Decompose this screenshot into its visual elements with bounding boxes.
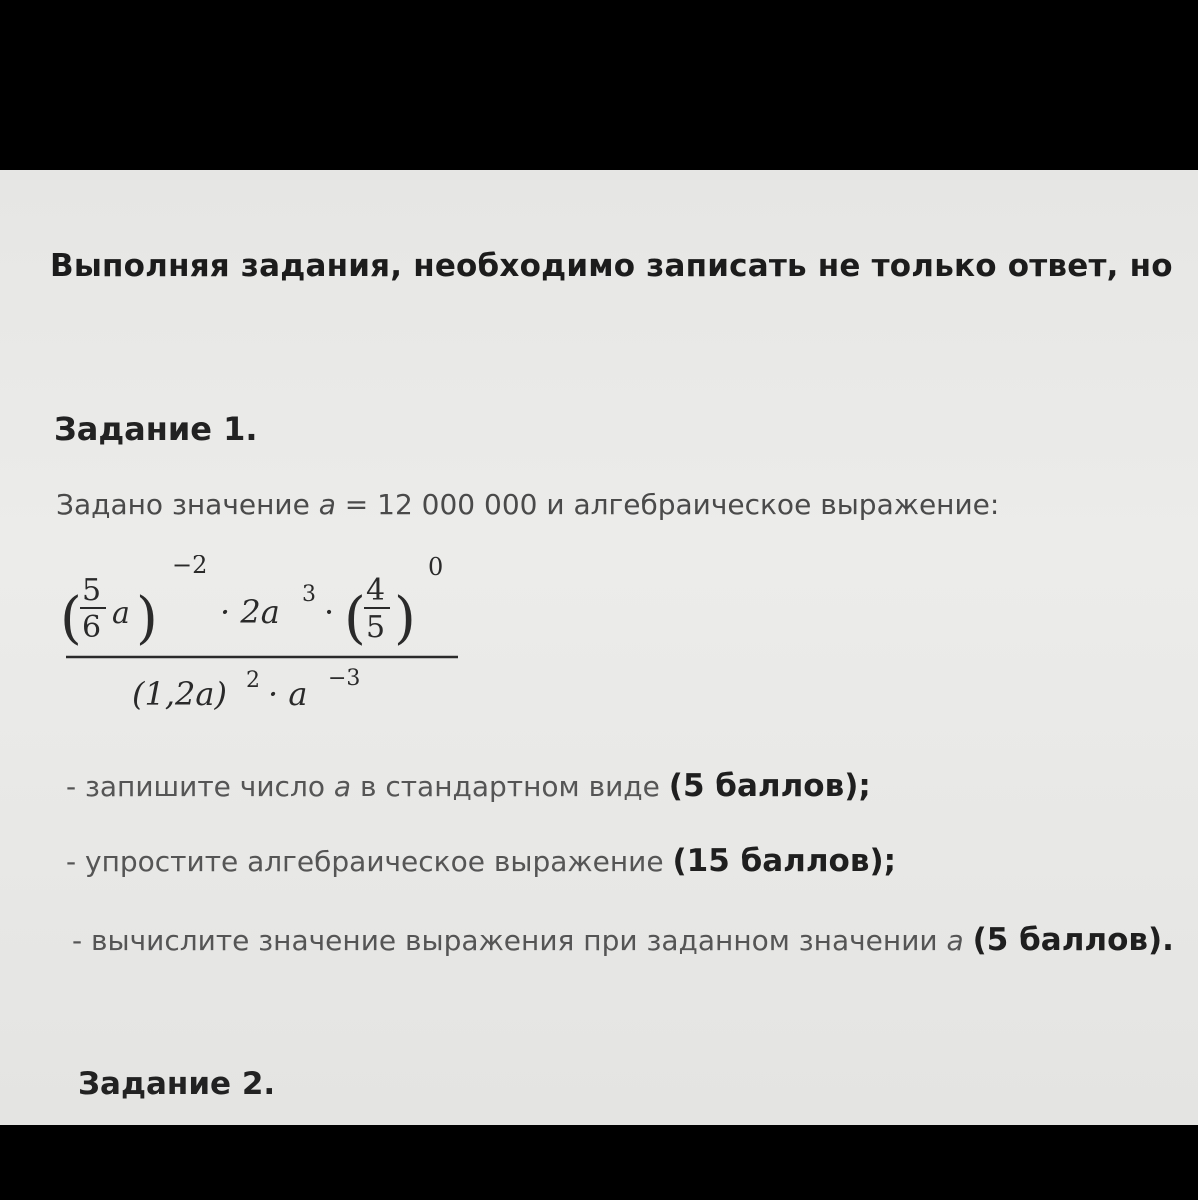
den-exp-2: 2: [246, 668, 260, 693]
exp-minus-2: −2: [172, 555, 208, 579]
item-2-points: (15 баллов);: [672, 843, 897, 879]
paren-close-1: ): [136, 586, 158, 651]
num-dot: ·: [324, 593, 335, 631]
num-middle-term: · 2a: [220, 593, 280, 631]
task-1-item-1: [66, 768, 871, 804]
item-3-text: - вычислите значение выражения при заданном значении: [72, 924, 947, 957]
item-3-var: a: [946, 924, 964, 957]
num-var-a: a: [112, 596, 130, 631]
paren-open-1: (: [60, 586, 82, 651]
frac1-bottom: 6: [82, 610, 102, 645]
paren-close-2: ): [394, 586, 416, 651]
item-1-var: a: [333, 770, 352, 803]
den-main: (1,2a): [132, 675, 227, 713]
task-1-item-2: [66, 843, 896, 879]
given-variable: a: [318, 488, 336, 521]
item-1-text-after: в стандартном виде: [351, 770, 669, 803]
frac2-bottom: 5: [366, 610, 386, 645]
task-1-given: [56, 488, 999, 521]
task-1-item-3: [72, 922, 1174, 958]
exp-0: 0: [428, 555, 444, 581]
den-middle-term: · a: [268, 675, 308, 713]
item-3-points: (5 баллов).: [972, 922, 1174, 958]
item-1-points: (5 баллов);: [668, 768, 871, 804]
given-prefix: Задано значение: [56, 488, 319, 521]
exp-3: 3: [302, 582, 316, 607]
item-3-text-after: [964, 924, 973, 957]
item-1-text: - запишите число: [66, 770, 334, 803]
task-2-title: Задание 2.: [78, 1066, 276, 1102]
item-2-text: - упростите алгебраическое выражение: [66, 845, 673, 878]
algebraic-expression: [60, 555, 480, 730]
task-1-title: Задание 1.: [54, 410, 258, 448]
screen: [0, 170, 1198, 1125]
given-value: = 12 000 000 и алгебраическое выражение:: [335, 488, 1000, 521]
paren-open-2: (: [344, 586, 366, 651]
intro-text: Выполняя задания, необходимо записать не только ответ, но: [50, 248, 1173, 284]
frac2-top: 4: [366, 573, 386, 608]
frac1-top: 5: [82, 573, 102, 608]
den-exp-minus-3: −3: [328, 666, 361, 691]
